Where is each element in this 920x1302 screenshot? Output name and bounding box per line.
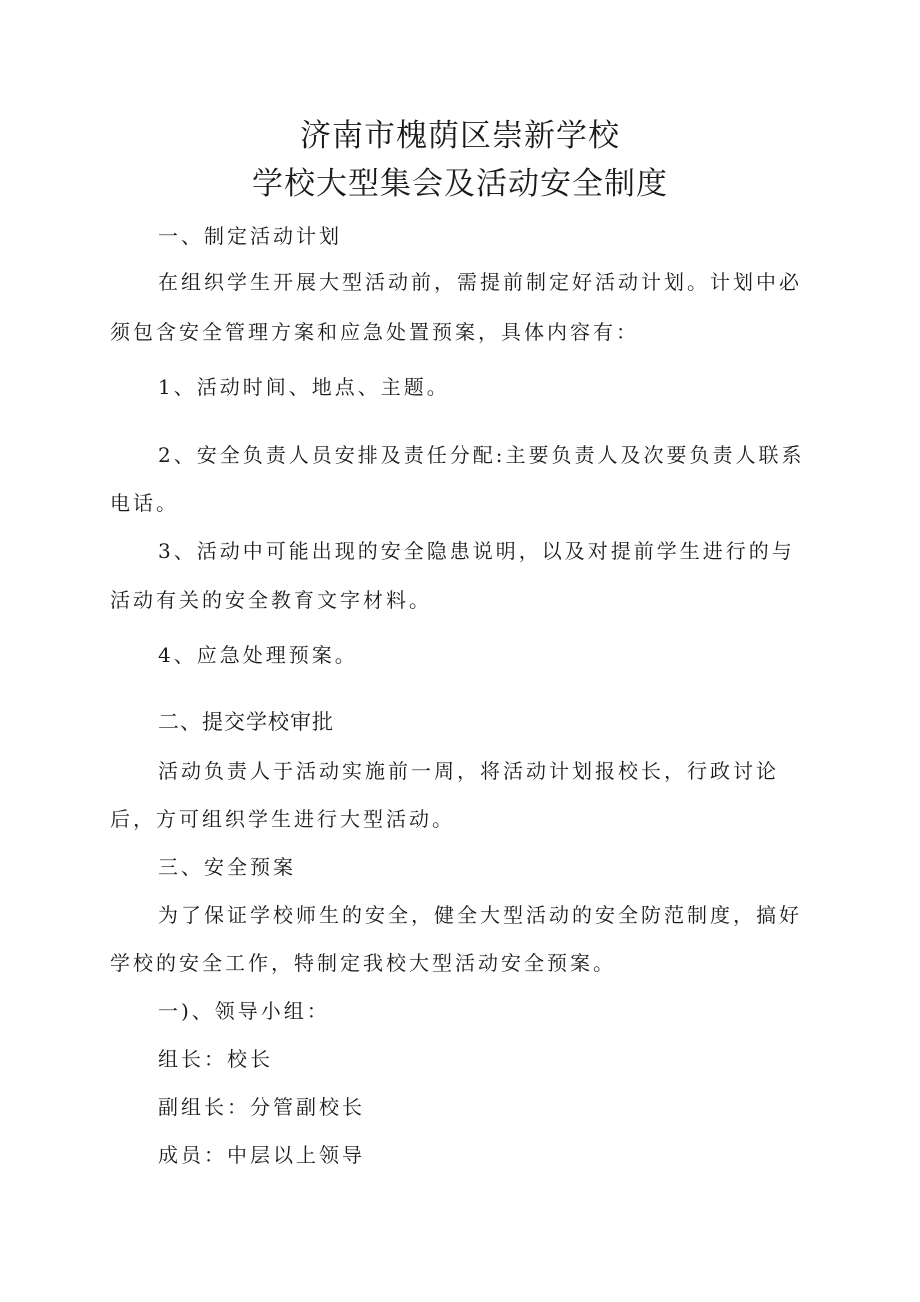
paragraph-2-line-1: 活动负责人于活动实施前一周，将活动计划报校长，行政讨论 (158, 759, 779, 783)
paragraph-1-line-2: 须包含安全管理方案和应急处置预案，具体内容有： (110, 320, 639, 344)
paragraph-3-line-1: 为了保证学校师生的安全，健全大型活动的安全防范制度，搞好 (158, 903, 802, 927)
paragraph-1-line-1: 在组织学生开展大型活动前，需提前制定好活动计划。计划中必 (158, 270, 802, 294)
vice-leader-line: 副组长：分管副校长 (158, 1095, 365, 1119)
section-2-heading: 二、提交学校审批 (158, 710, 334, 734)
subsection-1-heading: 一)、领导小组： (158, 999, 330, 1023)
school-name-title: 济南市槐荫区崇新学校 (300, 118, 620, 154)
list-item-3-line-1: 3、活动中可能出现的安全隐患说明，以及对提前学生进行的与 (158, 539, 795, 563)
document-title: 学校大型集会及活动安全制度 (252, 166, 668, 202)
leader-line: 组长：校长 (158, 1047, 273, 1071)
list-item-4: 4、应急处理预案。 (158, 643, 358, 667)
paragraph-2-line-2: 后，方可组织学生进行大型活动。 (110, 807, 455, 831)
list-item-2-line-1: 2、安全负责人员安排及责任分配:主要负责人及次要负责人联系 (158, 443, 805, 467)
list-item-3-line-2: 活动有关的安全教育文字材料。 (110, 588, 432, 612)
list-item-2-line-2: 电话。 (110, 491, 179, 515)
list-item-1: 1、活动时间、地点、主题。 (158, 375, 450, 399)
members-line: 成员：中层以上领导 (158, 1143, 365, 1167)
section-1-heading: 一、制定活动计划 (158, 224, 342, 248)
section-3-heading: 三、安全预案 (158, 855, 296, 879)
paragraph-3-line-2: 学校的安全工作，特制定我校大型活动安全预案。 (110, 951, 616, 975)
